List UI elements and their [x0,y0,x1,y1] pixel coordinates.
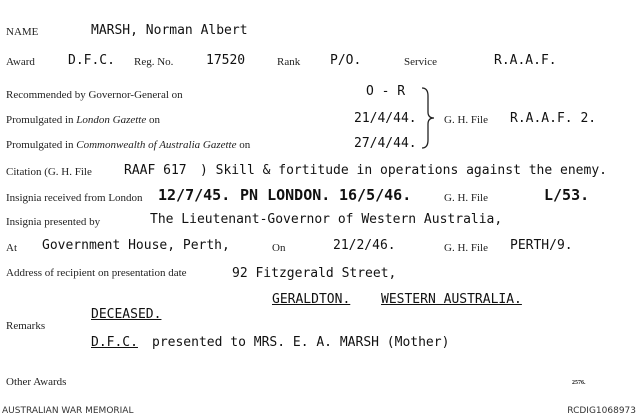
insignia-received-date2: 16/5/46. [339,186,412,204]
remarks-dfc: D.F.C. [91,335,138,350]
recommended-label: Recommended by Governor-General on [6,89,183,101]
insignia-received-note: PN LONDON. [240,186,331,204]
remarks-label: Remarks [6,320,46,332]
name-value: MARSH, Norman Albert [91,23,248,38]
remarks-deceased: DECEASED. [91,307,162,322]
at-label: At [6,242,17,254]
promulgated-cwlth-label: Promulgated in Commonwealth of Australia Gazette on [6,139,251,151]
insignia-received-label: Insignia received from London [6,192,143,204]
gh-file-label-1: G. H. File [444,114,488,126]
address-state: WESTERN AUSTRALIA. [381,292,522,307]
address-line1: 92 Fitzgerald Street, [232,266,397,281]
reg-no-value: 17520 [206,53,246,68]
rank-label: Rank [277,56,301,68]
citation-text: ) Skill & fortitude in operations against the enemy. [200,163,607,178]
london-gazette-date: 21/4/44. [354,111,417,126]
gh-file-label-2: G. H. File [444,192,488,204]
presented-by-value: The Lieutenant-Governor of Western Australia, [150,212,503,227]
name-label: NAME [6,26,39,38]
remarks-text: presented to MRS. E. A. MARSH (Mother) [152,335,450,350]
insignia-presented-label: Insignia presented by [6,216,101,228]
award-value: D.F.C. [68,53,115,68]
on-date-value: 21/2/46. [333,238,396,253]
footer-credit: AUSTRALIAN WAR MEMORIAL [2,406,134,416]
on-label: On [272,242,286,254]
at-place-value: Government House, Perth, [42,238,230,253]
gh-file-value-2: L/53. [544,186,590,204]
grouping-brace [420,86,436,150]
insignia-received-date: 12/7/45. [158,186,231,204]
gh-file-value-1: R.A.A.F. 2. [510,111,597,126]
rank-value: P/O. [330,53,362,68]
service-value: R.A.A.F. [494,53,557,68]
recommended-value: O - R [366,84,406,99]
other-awards-label: Other Awards [6,376,67,388]
award-label: Award [6,56,35,68]
service-label: Service [404,56,437,68]
reg-no-label: Reg. No. [134,56,174,68]
gh-file-value-3: PERTH/9. [510,238,573,253]
gh-file-label-3: G. H. File [444,242,488,254]
address-town: GERALDTON. [272,292,351,307]
address-label: Address of recipient on presentation date [6,267,187,279]
card-number: 2576. [572,380,586,386]
citation-file: RAAF 617 [124,163,187,178]
footer-id: RCDIG1068973 [567,406,636,416]
promulgated-london-label: Promulgated in London Gazette on [6,114,161,126]
citation-label: Citation (G. H. File [6,166,92,178]
cwlth-gazette-date: 27/4/44. [354,136,417,151]
